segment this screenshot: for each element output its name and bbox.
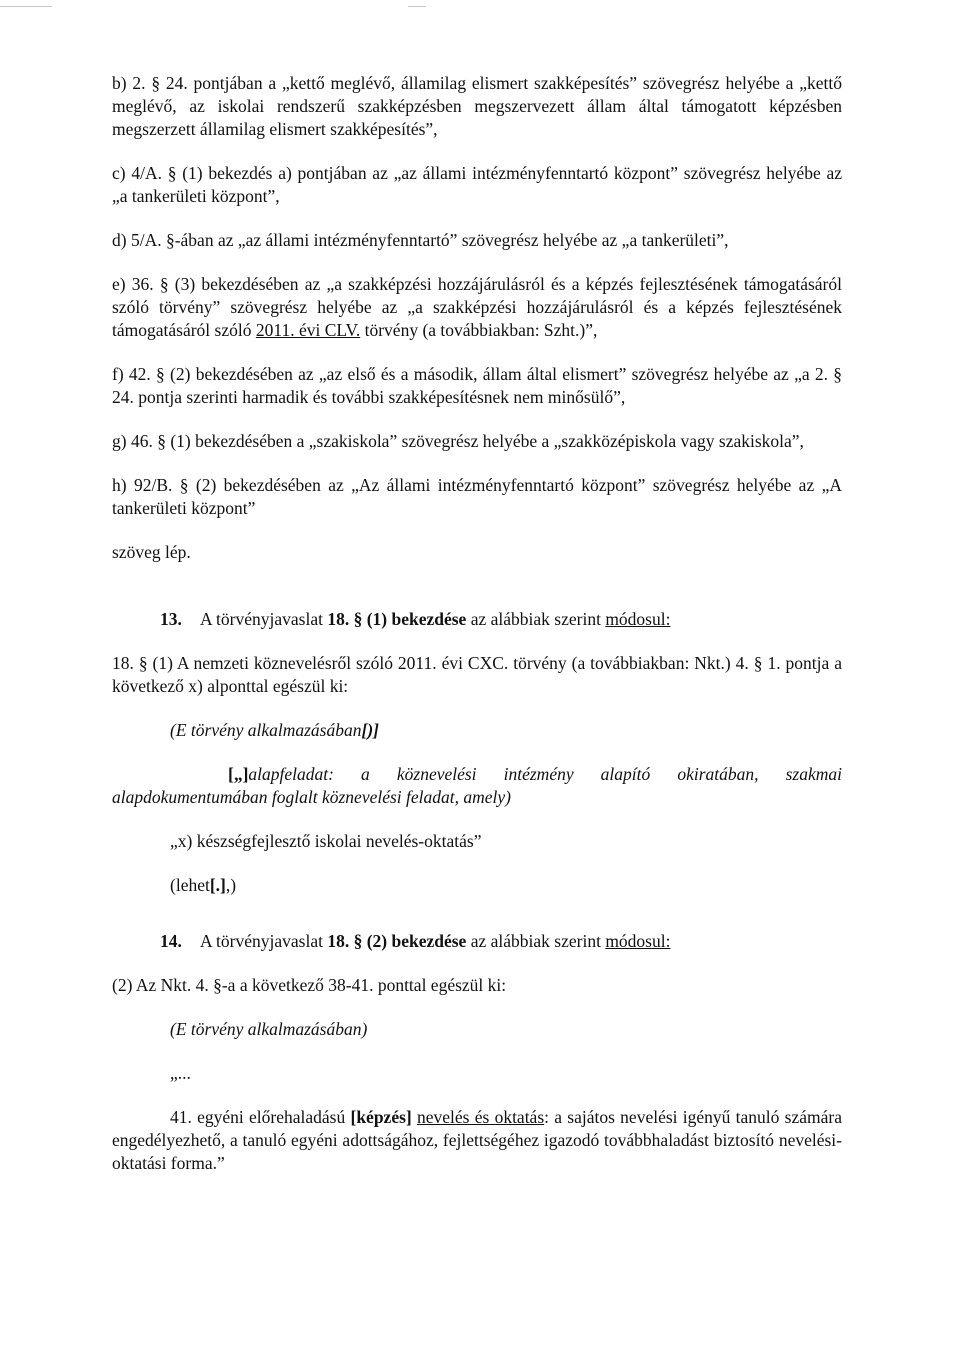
point-41-post: : a sajátos nevelési igényű tanuló számára engedélyezhető, a tanuló egyéni adottságához, fejlettségéhez igazodó továbbhaladást biztosító nevelési-oktatási forma.” (112, 1107, 842, 1173)
closing-text: szöveg lép. (112, 542, 191, 562)
item-e-text-end: törvény (a továbbiakban: Szht.)”, (360, 320, 598, 340)
amendment-14-ellipsis: „... (170, 1063, 191, 1083)
amendment-13-section: 18. (327, 609, 350, 629)
amendment-13-modifies: módosul: (605, 609, 671, 629)
amendment-13-pre: A törvényjavaslat (200, 609, 328, 629)
amendment-13-lehet-text: (lehet (170, 875, 210, 895)
item-g: g) 46. § (1) bekezdésében a „szakiskola” szövegrész helyébe a „szakközépiskola vagy szakiskola”, (112, 431, 804, 451)
point-41-pre: 41. egyéni előrehaladású (170, 1107, 351, 1127)
scan-edge-line-middle (408, 6, 426, 7)
amendment-13-scope-bracket: [)] (361, 720, 379, 740)
amendment-14-scope: (E törvény alkalmazásában) (170, 1019, 368, 1039)
amendment-14-body: (2) Az Nkt. 4. §-a a következő 38-41. ponttal egészül ki: (112, 975, 507, 995)
item-e (112, 273, 842, 342)
item-h: h) 92/B. § (2) bekezdésében az „Az állami intézményfenntartó központ” szövegrész helyébe az „A tankerületi központ” (112, 475, 842, 518)
amendment-14-heading (112, 930, 842, 953)
point-41-inserted-text: nevelés és oktatás (417, 1107, 545, 1127)
scan-edge-line-left (0, 6, 52, 7)
amendment-13-number: 13. (160, 609, 182, 629)
item-c: c) 4/A. § (1) bekezdés a) pontjában az „az állami intézményfenntartó központ” szövegrész helyébe az „a tankerületi központ”, (112, 163, 842, 206)
amendment-13-lehet (112, 874, 842, 897)
document-page (112, 72, 842, 1196)
amendment-13-paragraph: § (1) bekezdése (353, 609, 467, 629)
amendment-13-definition (112, 763, 842, 809)
amendment-13-lehet-bracket: [.] (209, 875, 226, 895)
amendment-13-body: 18. § (1) A nemzeti köznevelésről szóló 2011. évi CXC. törvény (a továbbiakban: Nkt.) 4. § 1. pontja a következő x) alponttal egészül ki: (112, 653, 842, 696)
amendment-13-scope-text: (E törvény alkalmazásában (170, 720, 362, 740)
item-b: b) 2. § 24. pontjában a „kettő meglévő, államilag elismert szakképesítés” szövegrész helyébe a „kettő meglévő, az iskolai rendszerű szakképzésben megszervezett állam által támogatott képzésben megszerzett államilag elismert szakképesítés”, (112, 73, 842, 139)
amendment-14-modifies: módosul: (605, 931, 671, 951)
amendment-13-scope (112, 719, 842, 742)
amendment-13-lehet-end: ,) (225, 875, 237, 895)
amendment-14-post: az alábbiak szerint (466, 931, 606, 951)
amendment-14-section: 18. (327, 931, 350, 951)
item-d: d) 5/A. §-ában az „az állami intézményfenntartó” szövegrész helyébe az „a tankerületi”, (112, 230, 729, 250)
amendment-13-definition-bracket: [„] (228, 764, 249, 784)
amendment-14-paragraph: § (2) bekezdése (353, 931, 467, 951)
amendment-13-post: az alábbiak szerint (466, 609, 606, 629)
item-e-text: e) 36. § (3) bekezdésében az „a szakképzési hozzájárulásról és a képzés fejlesztésének támogatásáról szóló törvény” szövegrész helyébe az „a szakképzési hozzájárulásról és a képzés fejlesztésének támogatásáról szóló (112, 274, 842, 340)
amendment-14-number: 14. (160, 931, 182, 951)
amendment-13-definition-text: alapfeladat: a köznevelési intézmény alapító okiratában, szakmai alapdokumentumában foglalt köznevelési feladat, amely) (112, 764, 842, 807)
amendment-14-pre: A törvényjavaslat (200, 931, 328, 951)
amendment-13-quote: „x) készségfejlesztő iskolai nevelés-oktatás” (170, 831, 482, 851)
point-41-removed-text: [képzés] (350, 1107, 412, 1127)
amendment-14-point-41 (112, 1106, 842, 1175)
amendment-13-heading (112, 608, 842, 631)
item-f: f) 42. § (2) bekezdésében az „az első és a második, állam által elismert” szövegrész helyébe az „a 2. § 24. pontja szerinti harmadik és további szakképesítésnek nem minősülő”, (112, 364, 842, 407)
item-e-law-reference: 2011. évi CLV. (255, 320, 361, 340)
